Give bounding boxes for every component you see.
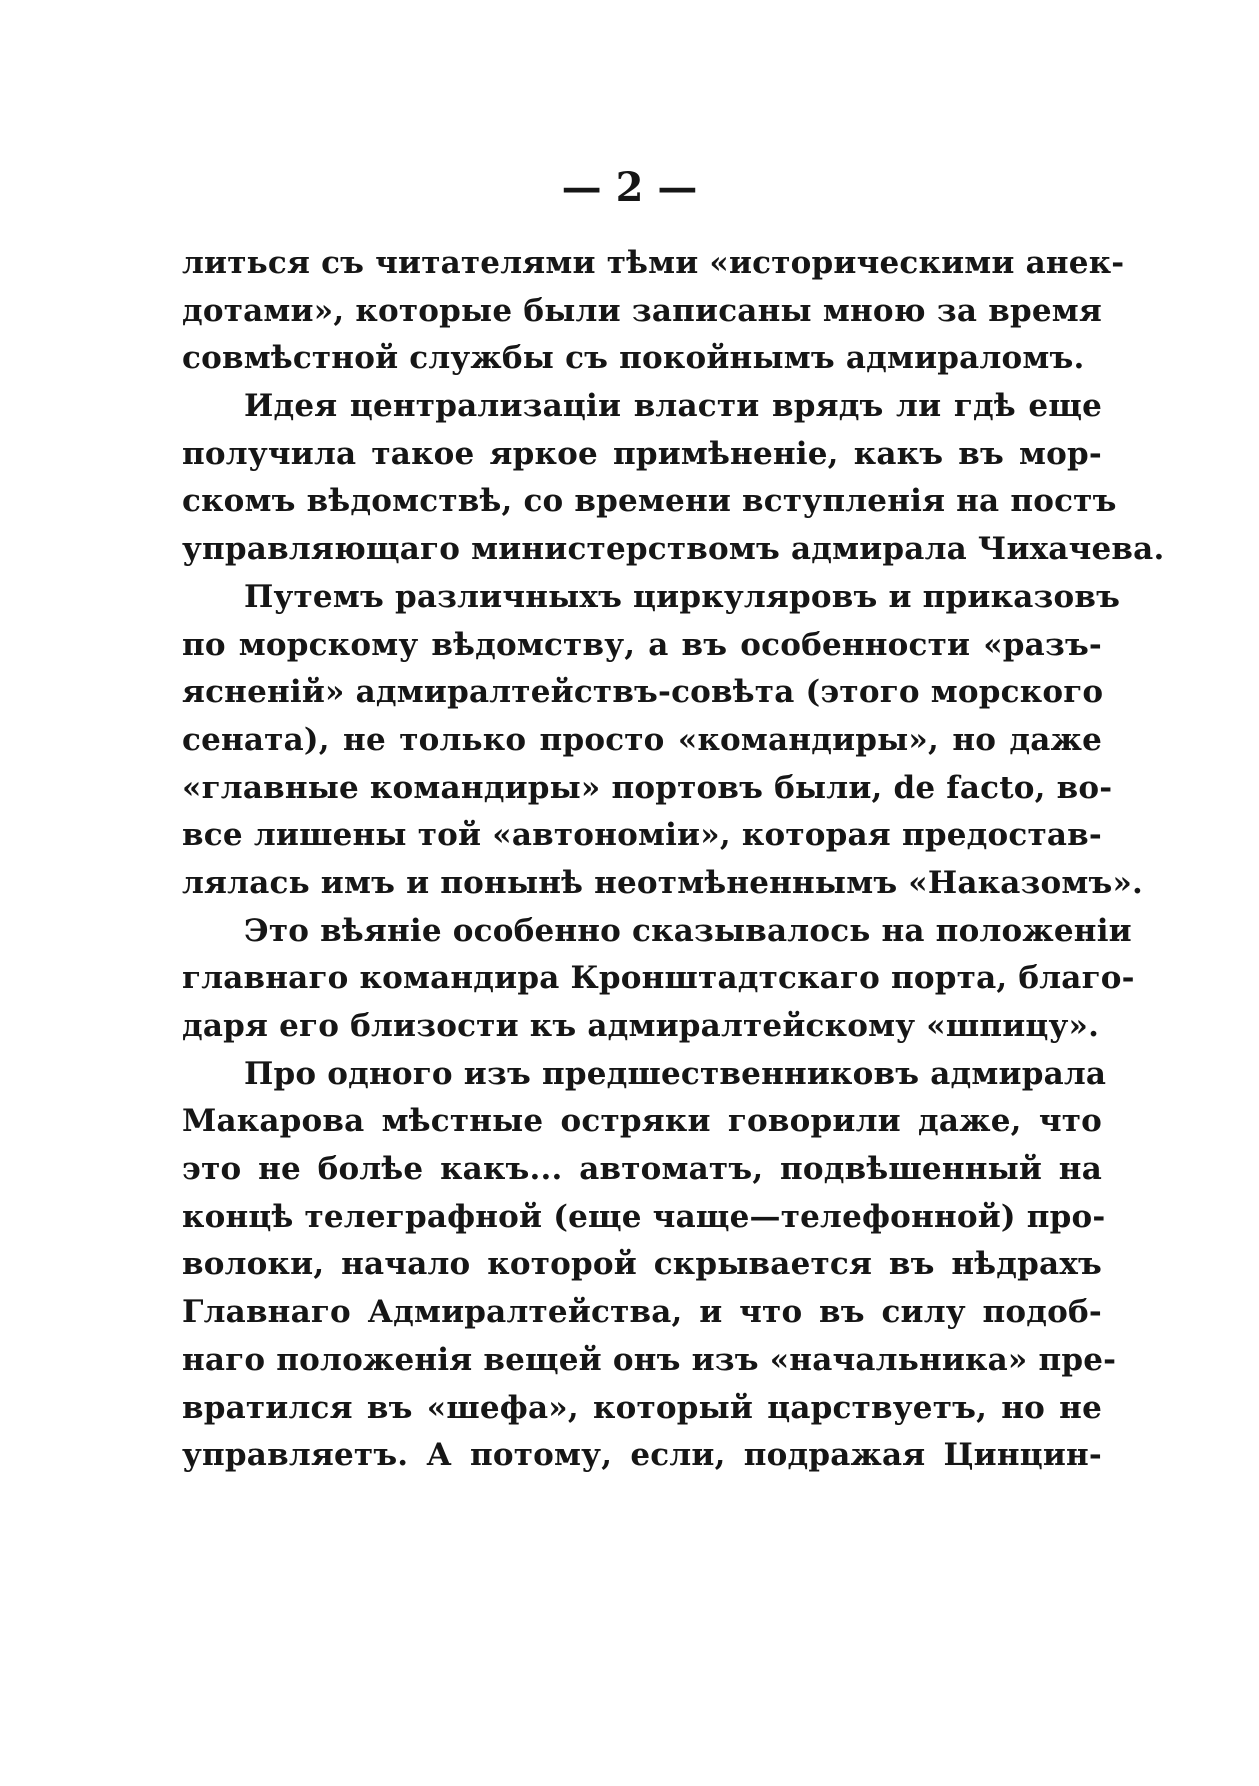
text-line: ясненій» адмиралтействъ-совѣта (этого морского [182,674,1104,711]
text-line: волоки, начало которой скрывается въ нѣдрахъ [182,1246,1102,1283]
text-line: управляетъ. А потому, если, подражая Цинцин- [182,1437,1102,1474]
text-line: Путемъ различныхъ циркуляровъ и приказовъ [244,578,1121,615]
text-line: вратился въ «шефа», который царствуетъ, но не [182,1389,1102,1426]
text-line: дотами», которые были записаны мною за время [182,292,1102,329]
text-line: концѣ телеграфной (еще чаще—телефонной) про- [182,1198,1106,1235]
text-line: литься съ читателями тѣми «историческими анек- [182,245,1125,281]
text-line: скомъ вѣдомствѣ, со времени вступленія на постъ [182,483,1117,520]
body-text [182,240,1165,1480]
text-line: Макарова мѣстные остряки говорили даже, что [182,1103,1102,1140]
page-number: — 2 — [561,164,698,211]
text-line: Про одного изъ предшественниковъ адмирала [244,1055,1107,1092]
text-line: управляющаго министерствомъ адмирала Чихачева. [182,531,1165,568]
text-line: Главнаго Адмиралтейства, и что въ силу подоб- [182,1294,1102,1331]
text-line: совмѣстной службы съ покойнымъ адмираломъ. [182,340,1085,377]
text-line: главнаго командира Кронштадтскаго порта, благо- [182,960,1135,997]
text-line: сената), не только просто «командиры», но даже [182,721,1102,758]
text-line: Идея централизаціи власти врядъ ли гдѣ еще [244,388,1102,425]
text-line: получила такое яркое примѣненіе, какъ въ мор- [182,435,1102,472]
text-line: наго положенія вещей онъ изъ «начальника» пре- [182,1341,1117,1378]
text-line: даря его близости къ адмиралтейскому «шпицу». [182,1008,1100,1044]
text-line: это не болѣе какъ... автоматъ, подвѣшенный на [182,1151,1102,1188]
text-line: по морскому вѣдомству, а въ особенности «разъ- [182,626,1102,663]
text-line: все лишены той «автономіи», которая предостав- [182,817,1102,854]
text-line: «главные командиры» портовъ были, de facto, во- [182,769,1113,806]
text-line: Это вѣяніе особенно сказывалось на положеніи [244,912,1132,949]
text-line: лялась имъ и понынѣ неотмѣненнымъ «Наказомъ». [182,864,1144,901]
